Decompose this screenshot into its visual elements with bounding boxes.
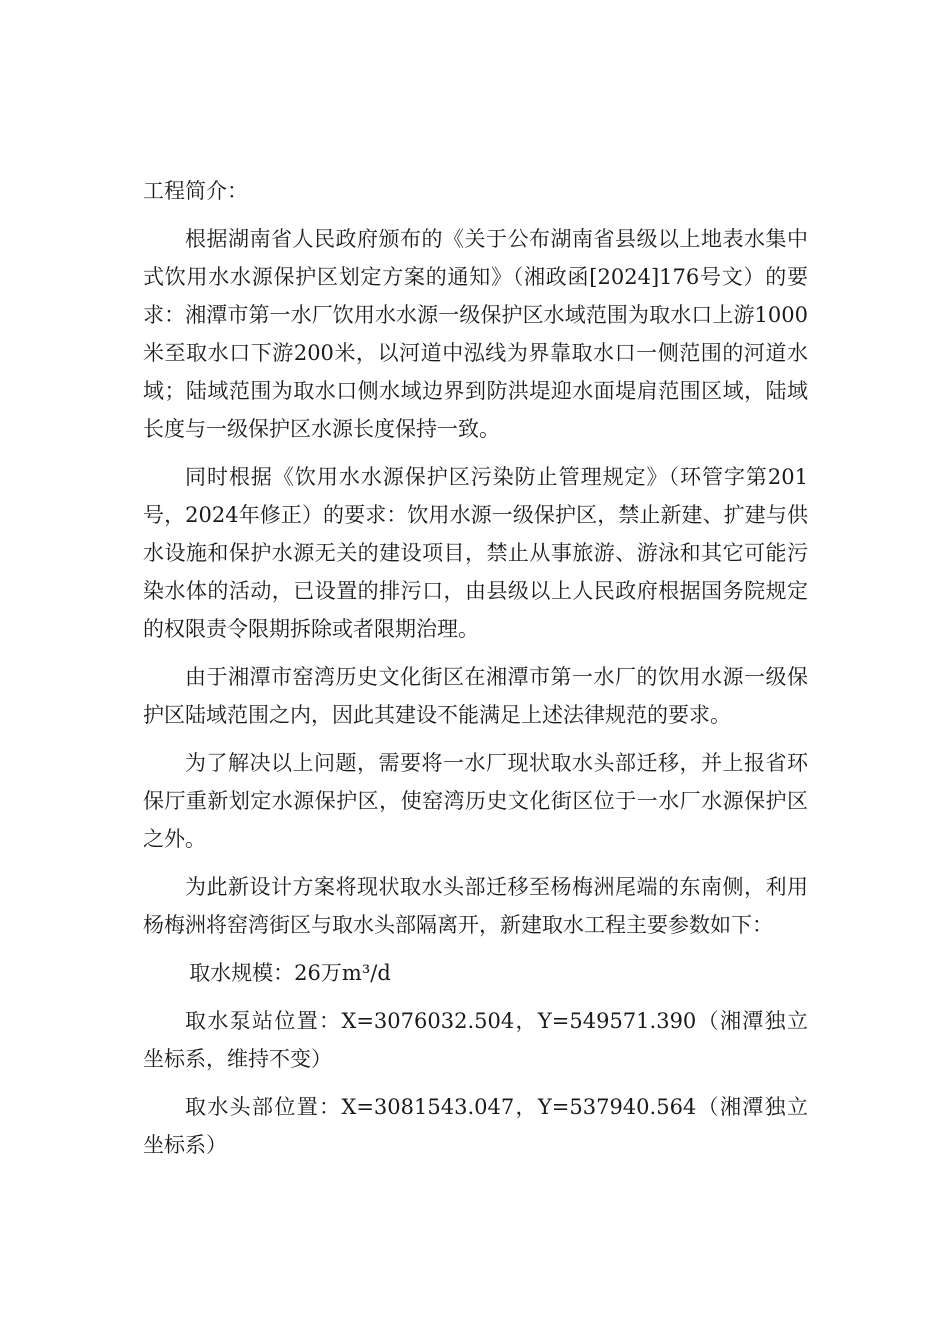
document-body xyxy=(143,172,808,1174)
section-heading: 工程简介： xyxy=(143,179,248,203)
paragraph-protection-zone-notice: 根据湖南省人民政府颁布的《关于公布湖南省县级以上地表水集中式饮用水水源保护区划定方案的通知》（湘政函[2024]176号文）的要求：湘潭市第一水厂饮用水水源一级保护区水域范围为取水口上游1000米至取水口下游200米，以河道中泓线为界靠取水口一侧范围的河道水域；陆域范围为取水口侧水域边界到防洪堤迎水面堤肩范围区域，陆域长度与一级保护区水源长度保持一致。 xyxy=(143,227,808,441)
parameter-pump-station-location: 取水泵站位置：X=3076032.504，Y=549571.390（湘潭独立坐标系，维持不变） xyxy=(143,1009,808,1071)
paragraph-pollution-regulation: 同时根据《饮用水水源保护区污染防止管理规定》（环管字第201号，2024年修正）的要求：饮用水源一级保护区，禁止新建、扩建与供水设施和保护水源无关的建设项目，禁止从事旅游、游泳和其它可能污染水体的活动，已设置的排污口，由县级以上人民政府根据国务院规定的权限责令限期拆除或者限期治理。 xyxy=(143,465,808,641)
paragraph-new-design: 为此新设计方案将现状取水头部迁移至杨梅洲尾端的东南侧，利用杨梅洲将窑湾街区与取水头部隔离开，新建取水工程主要参数如下： xyxy=(143,875,808,937)
paragraph-historic-district: 由于湘潭市窑湾历史文化街区在湘潭市第一水厂的饮用水源一级保护区陆域范围之内，因此其建设不能满足上述法律规范的要求。 xyxy=(143,665,808,727)
parameter-intake-scale: 取水规模：26万m³/d xyxy=(189,961,391,985)
parameter-intake-head-location: 取水头部位置：X=3081543.047，Y=537940.564（湘潭独立坐标系） xyxy=(143,1095,808,1157)
paragraph-solution: 为了解决以上问题，需要将一水厂现状取水头部迁移，并上报省环保厅重新划定水源保护区，使窑湾历史文化街区位于一水厂水源保护区之外。 xyxy=(143,751,808,851)
